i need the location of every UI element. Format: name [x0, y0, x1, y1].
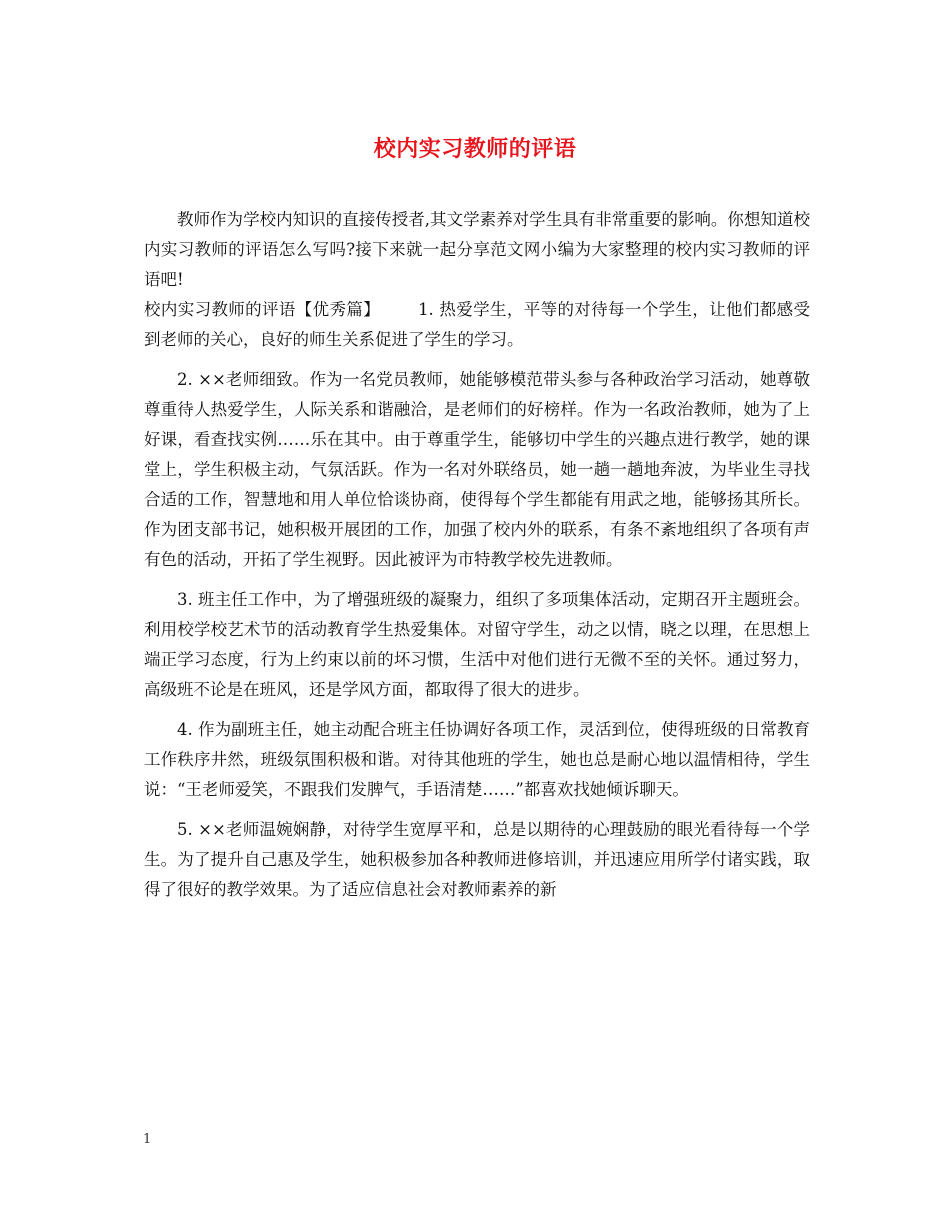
- document-body: [144, 205, 810, 905]
- list-item-3: 3. 班主任工作中，为了增强班级的凝聚力，组织了多项集体活动，定期召开主题班会。利用校学校艺术节的活动教育学生热爱集体。对留守学生，动之以情，晓之以理，在思想上端正学习态度，行为上约束以前的坏习惯，生活中对他们进行无微不至的关怀。通过努力，高级班不论是在班风，还是学风方面，都取得了很大的进步。: [144, 590, 810, 699]
- list-item-4: 4. 作为副班主任，她主动配合班主任协调好各项工作，灵活到位，使得班级的日常教育工作秩序井然，班级氛围积极和谐。对待其他班的学生，她也总是耐心地以温情相待，学生说：“王老师爱笑，不跟我们发脾气，手语清楚……”都喜欢找她倾诉聊天。: [144, 720, 810, 799]
- list-item-2: 2. ××老师细致。作为一名党员教师，她能够模范带头参与各种政治学习活动，她尊敬尊重待人热爱学生，人际关系和谐融洽，是老师们的好榜样。作为一名政治教师，她为了上好课，看查找实例……乐在其中。由于尊重学生，能够切中学生的兴趣点进行教学，她的课堂上，学生积极主动，气氛活跃。作为一名对外联络员，她一趟一趟地奔波，为毕业生寻找合适的工作，智慧地和用人单位恰谈协商，使得每个学生都能有用武之地，能够扬其所长。作为团支部书记，她积极开展团的工作，加强了校内外的联系，有条不紊地组织了各项有声有色的活动，开拓了学生视野。因此被评为市特教学校先进教师。: [144, 370, 810, 569]
- document-title: 校内实习教师的评语: [373, 136, 577, 162]
- section-heading: 校内实习教师的评语【优秀篇】: [144, 300, 381, 319]
- section-paragraph: [144, 295, 810, 355]
- list-item-1: 1. 热爱学生，平等的对待每一个学生，让他们都感受到老师的关心，良好的师生关系促进了学生的学习。: [144, 300, 810, 349]
- intro-paragraph: 教师作为学校内知识的直接传授者,其文学素养对学生具有非常重要的影响。你想知道校内实习教师的评语怎么写吗?接下来就一起分享范文网小编为大家整理的校内实习教师的评语吧!: [144, 210, 810, 289]
- list-item-5: 5. ××老师温婉娴静，对待学生宽厚平和，总是以期待的心理鼓励的眼光看待每一个学生。为了提升自己惠及学生，她积极参加各种教师进修培训，并迅速应用所学付诸实践，取得了很好的教学效果。为了适应信息社会对教师素养的新: [144, 820, 810, 899]
- page-number: 1: [143, 1132, 152, 1147]
